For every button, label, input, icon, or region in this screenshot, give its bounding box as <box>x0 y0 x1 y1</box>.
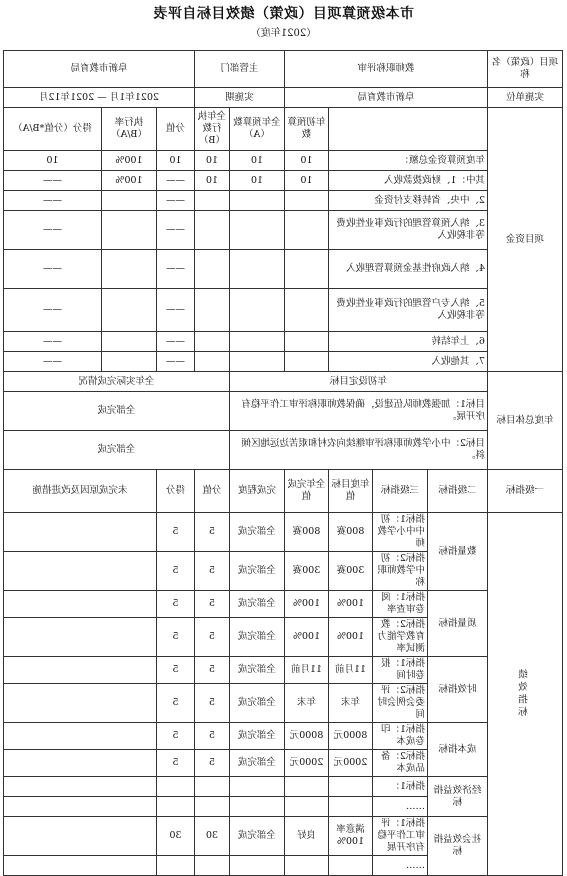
funds-row-rate: 100% <box>101 151 156 171</box>
effect-degree <box>229 797 284 817</box>
goal-actual: 全部完成 <box>3 431 229 470</box>
indicator-weight: 5 <box>194 723 229 750</box>
funds-row-label: 其中：1、财政拨款收入 <box>329 171 488 191</box>
funds-row-rate <box>101 352 156 372</box>
indicator-target: 100% <box>329 591 373 618</box>
funds-row-rate <box>101 211 156 250</box>
funds-row-label: 6、上年结转 <box>329 332 488 352</box>
effect-score <box>156 777 194 797</box>
project-name-row <box>3 51 562 88</box>
funds-row-score: —— <box>3 332 101 352</box>
indicator-weight: 5 <box>194 618 229 657</box>
funds-row-executed <box>194 211 229 250</box>
funds-row-weight: 10 <box>156 151 194 171</box>
ind-col-weight: 分值 <box>194 470 229 513</box>
ind-col-actual: 全年完成值 <box>284 470 328 513</box>
effect-row <box>3 817 562 856</box>
funds-row-full <box>229 352 284 372</box>
indicator-degree: 全部完成 <box>229 591 284 618</box>
indicator-l3: 指标2：初中学教师职称 <box>373 552 428 591</box>
goal-target: 目标2：中小学教师职称评审继续向农村和艰苦边远地区倾斜。 <box>229 431 487 470</box>
indicator-reason <box>3 657 156 684</box>
funds-col-full: 全年预算数（A） <box>229 108 284 151</box>
indicator-l3: 指标1：报卷时间 <box>373 657 428 684</box>
effect-actual <box>284 797 328 817</box>
funds-row <box>3 191 562 211</box>
indicator-weight: 5 <box>194 591 229 618</box>
funds-row-rate <box>101 332 156 352</box>
indicator-degree: 全部完成 <box>229 723 284 750</box>
impl-unit-label: 实施单位 <box>488 88 563 108</box>
funds-row <box>3 211 562 250</box>
funds-row-full: 10 <box>229 171 284 191</box>
indicator-actual: 800赛 <box>284 513 328 552</box>
indicator-weight: 5 <box>194 513 229 552</box>
indicator-score: 5 <box>156 552 194 591</box>
goal-target: 目标1：加强教师队伍建设，确保教师职称评审工作平稳有序开展。 <box>229 392 487 431</box>
page-year: （2021年度） <box>250 28 317 39</box>
funds-row-label: 2、中央、省转移支付资金 <box>329 191 488 211</box>
indicator-degree: 全部完成 <box>229 552 284 591</box>
effect-score: 30 <box>156 817 194 856</box>
funds-col-score: 得分（分值*B/A） <box>3 108 101 151</box>
ind-col-l3: 三级指标 <box>373 470 428 513</box>
funds-row-weight: —— <box>156 171 194 191</box>
funds-row <box>3 151 562 171</box>
funds-row-full <box>229 289 284 332</box>
funds-row-initial: 10 <box>284 171 328 191</box>
indicator-weight: 5 <box>194 657 229 684</box>
effect-target <box>329 856 373 876</box>
l1-perf-label: 绩效指标 <box>488 513 563 876</box>
indicator-actual: 8000元 <box>284 723 328 750</box>
goals-col-initial: 年初设定目标 <box>229 372 487 392</box>
effect-weight <box>194 797 229 817</box>
funds-row-executed: 10 <box>194 171 229 191</box>
effect-weight <box>194 856 229 876</box>
indicator-row <box>3 513 562 552</box>
effect-degree <box>229 856 284 876</box>
funds-row-score: —— <box>3 171 101 191</box>
indicator-degree: 全部完成 <box>229 657 284 684</box>
indicator-score: 5 <box>156 657 194 684</box>
indicator-degree: 全部完成 <box>229 750 284 777</box>
funds-row-rate <box>101 191 156 211</box>
evaluation-table <box>3 50 563 876</box>
funds-row-weight: —— <box>156 250 194 289</box>
funds-row-executed: 10 <box>194 151 229 171</box>
funds-row-label: 3、纳入预算管理的行政事业性收费等非税收入 <box>329 211 488 250</box>
indicator-row <box>3 723 562 750</box>
funds-row-score: —— <box>3 191 101 211</box>
indicator-l3: 指标1：初中中小学教师 <box>373 513 428 552</box>
funds-row-initial <box>284 332 328 352</box>
funds-row <box>3 171 562 191</box>
indicator-l3: 指标2：评委会例会时间 <box>373 684 428 723</box>
indicator-reason <box>3 723 156 750</box>
ind-col-target: 年度目标值 <box>329 470 373 513</box>
funds-row-initial <box>284 250 328 289</box>
funds-col-executed: 全年执行数（B） <box>194 108 229 151</box>
indicator-l3: 指标2：教育教学能力测试率 <box>373 618 428 657</box>
indicator-score: 5 <box>156 750 194 777</box>
funds-row-executed <box>194 250 229 289</box>
funds-row <box>3 289 562 332</box>
indicator-l3: 指标1：印卷成本 <box>373 723 428 750</box>
l2-output-group: 数量指标 <box>428 513 488 591</box>
indicator-actual: 100% <box>284 591 328 618</box>
effect-weight <box>194 777 229 797</box>
dept-value: 阜新市教育局 <box>3 51 194 88</box>
funds-row-initial <box>284 352 328 372</box>
indicator-target: 800赛 <box>329 513 373 552</box>
goals-col-actual: 全年实际完成情况 <box>3 372 229 392</box>
indicator-l3: 指标1：阅卷审查率 <box>373 591 428 618</box>
indicator-row <box>3 591 562 618</box>
indicator-actual: 11月前 <box>284 657 328 684</box>
indicator-target: 100% <box>329 618 373 657</box>
effect-weight: 30 <box>194 817 229 856</box>
goals-header-row <box>3 372 562 392</box>
project-label: 项目（政策）名称 <box>488 51 563 88</box>
period-label: 实施期 <box>194 88 284 108</box>
l2-output-group: 成本指标 <box>428 723 488 777</box>
funds-row <box>3 352 562 372</box>
funds-row-executed <box>194 289 229 332</box>
indicator-target: 300赛 <box>329 552 373 591</box>
funds-row-weight: —— <box>156 289 194 332</box>
funds-row <box>3 332 562 352</box>
funds-row-executed <box>194 352 229 372</box>
funds-row-weight: —— <box>156 332 194 352</box>
dept-label: 主管部门 <box>194 51 284 88</box>
effect-degree <box>229 777 284 797</box>
effect-reason <box>3 856 156 876</box>
funds-row-label: 5、纳入专户管理的行政事业性收费等非税收入 <box>329 289 488 332</box>
funds-row-full: 10 <box>229 151 284 171</box>
indicator-actual: 300赛 <box>284 552 328 591</box>
effect-l3: …… <box>373 797 428 817</box>
indicator-actual: 100% <box>284 618 328 657</box>
indicator-reason <box>3 513 156 552</box>
goal-row <box>3 392 562 431</box>
indicator-score: 5 <box>156 618 194 657</box>
funds-row-weight: —— <box>156 191 194 211</box>
effect-score <box>156 797 194 817</box>
effect-actual <box>284 856 328 876</box>
funds-row-label: 7、其他收入 <box>329 352 488 372</box>
effect-l3: …… <box>373 856 428 876</box>
effect-l2: 社会效益指标 <box>428 817 488 876</box>
funds-col-rate: 执行率（B/A） <box>101 108 156 151</box>
funds-row-full <box>229 191 284 211</box>
funds-row-rate <box>101 289 156 332</box>
indicators-header-row <box>3 470 562 513</box>
indicator-l3: 指标2：备品成本 <box>373 750 428 777</box>
goal-row <box>3 431 562 470</box>
funds-row-score: —— <box>3 289 101 332</box>
effect-l3: 指标1： <box>373 777 428 797</box>
project-value: 教师职称评审 <box>284 51 487 88</box>
indicator-score: 5 <box>156 513 194 552</box>
indicator-degree: 全部完成 <box>229 684 284 723</box>
indicator-score: 5 <box>156 591 194 618</box>
effect-l2: 经济效益指标 <box>428 777 488 817</box>
funds-row-initial <box>284 191 328 211</box>
indicator-reason <box>3 750 156 777</box>
funds-row-score: —— <box>3 352 101 372</box>
effect-actual: 良好 <box>284 817 328 856</box>
effect-reason <box>3 797 156 817</box>
ind-col-l2: 二级指标 <box>428 470 488 513</box>
funds-row-score: —— <box>3 250 101 289</box>
effect-actual <box>284 777 328 797</box>
indicator-reason <box>3 618 156 657</box>
funds-row-full <box>229 211 284 250</box>
funds-row-weight: —— <box>156 352 194 372</box>
funds-col-blank <box>329 108 488 151</box>
ind-col-l1: 一级指标 <box>488 470 563 513</box>
indicator-reason <box>3 591 156 618</box>
funds-section-label: 项目资金 <box>488 108 563 372</box>
indicator-weight: 5 <box>194 552 229 591</box>
indicator-reason <box>3 684 156 723</box>
funds-row-initial <box>284 289 328 332</box>
effect-target <box>329 797 373 817</box>
funds-row-executed <box>194 332 229 352</box>
indicator-target: 2000元 <box>329 750 373 777</box>
funds-row-initial: 10 <box>284 151 328 171</box>
impl-unit-value: 阜新市教育局 <box>284 88 487 108</box>
funds-row-rate: 100% <box>101 171 156 191</box>
effect-target <box>329 777 373 797</box>
indicator-degree: 全部完成 <box>229 618 284 657</box>
effect-reason <box>3 817 156 856</box>
page-title: 市本级预算项目（政策）绩效目标自评表 <box>153 6 414 22</box>
ind-col-reason: 未完成原因及改进措施 <box>3 470 156 513</box>
ind-col-score: 得分 <box>156 470 194 513</box>
funds-row-score: 10 <box>3 151 101 171</box>
effect-score <box>156 856 194 876</box>
goal-actual: 全部完成 <box>3 392 229 431</box>
funds-row-initial <box>284 211 328 250</box>
funds-row-executed <box>194 191 229 211</box>
funds-row-full <box>229 250 284 289</box>
indicator-row <box>3 657 562 684</box>
l2-output-group: 质量指标 <box>428 591 488 657</box>
indicator-weight: 5 <box>194 750 229 777</box>
effect-reason <box>3 777 156 797</box>
l2-output-group: 时效指标 <box>428 657 488 723</box>
funds-header-row <box>3 108 562 151</box>
funds-row-label: 4、纳入政府性基金预算管理收入 <box>329 250 488 289</box>
indicator-score: 5 <box>156 723 194 750</box>
impl-unit-row <box>3 88 562 108</box>
indicator-degree: 全部完成 <box>229 513 284 552</box>
effect-target: 满意率100% <box>329 817 373 856</box>
effect-degree: 全部完成 <box>229 817 284 856</box>
indicator-actual: 年末 <box>284 684 328 723</box>
indicator-score: 5 <box>156 684 194 723</box>
effect-l3: 指标1：评审工作平稳有序开展 <box>373 817 428 856</box>
period-value: 2021年1月 — 2021年12月 <box>3 88 194 108</box>
indicator-reason <box>3 552 156 591</box>
funds-row-full <box>229 332 284 352</box>
indicator-weight: 5 <box>194 684 229 723</box>
indicator-target: 年末 <box>329 684 373 723</box>
funds-row-weight: —— <box>156 211 194 250</box>
ind-col-degree: 完成程度 <box>229 470 284 513</box>
indicator-actual: 2000元 <box>284 750 328 777</box>
funds-col-initial: 年初预算数 <box>284 108 328 151</box>
goals-section-label: 年度总体目标 <box>488 372 563 470</box>
effect-row <box>3 777 562 797</box>
funds-row-rate <box>101 250 156 289</box>
indicator-target: 11月前 <box>329 657 373 684</box>
funds-row-score: —— <box>3 211 101 250</box>
indicator-target: 8000元 <box>329 723 373 750</box>
funds-col-weight: 分值 <box>156 108 194 151</box>
funds-row <box>3 250 562 289</box>
funds-row-label: 年度预算资金总额： <box>329 151 488 171</box>
